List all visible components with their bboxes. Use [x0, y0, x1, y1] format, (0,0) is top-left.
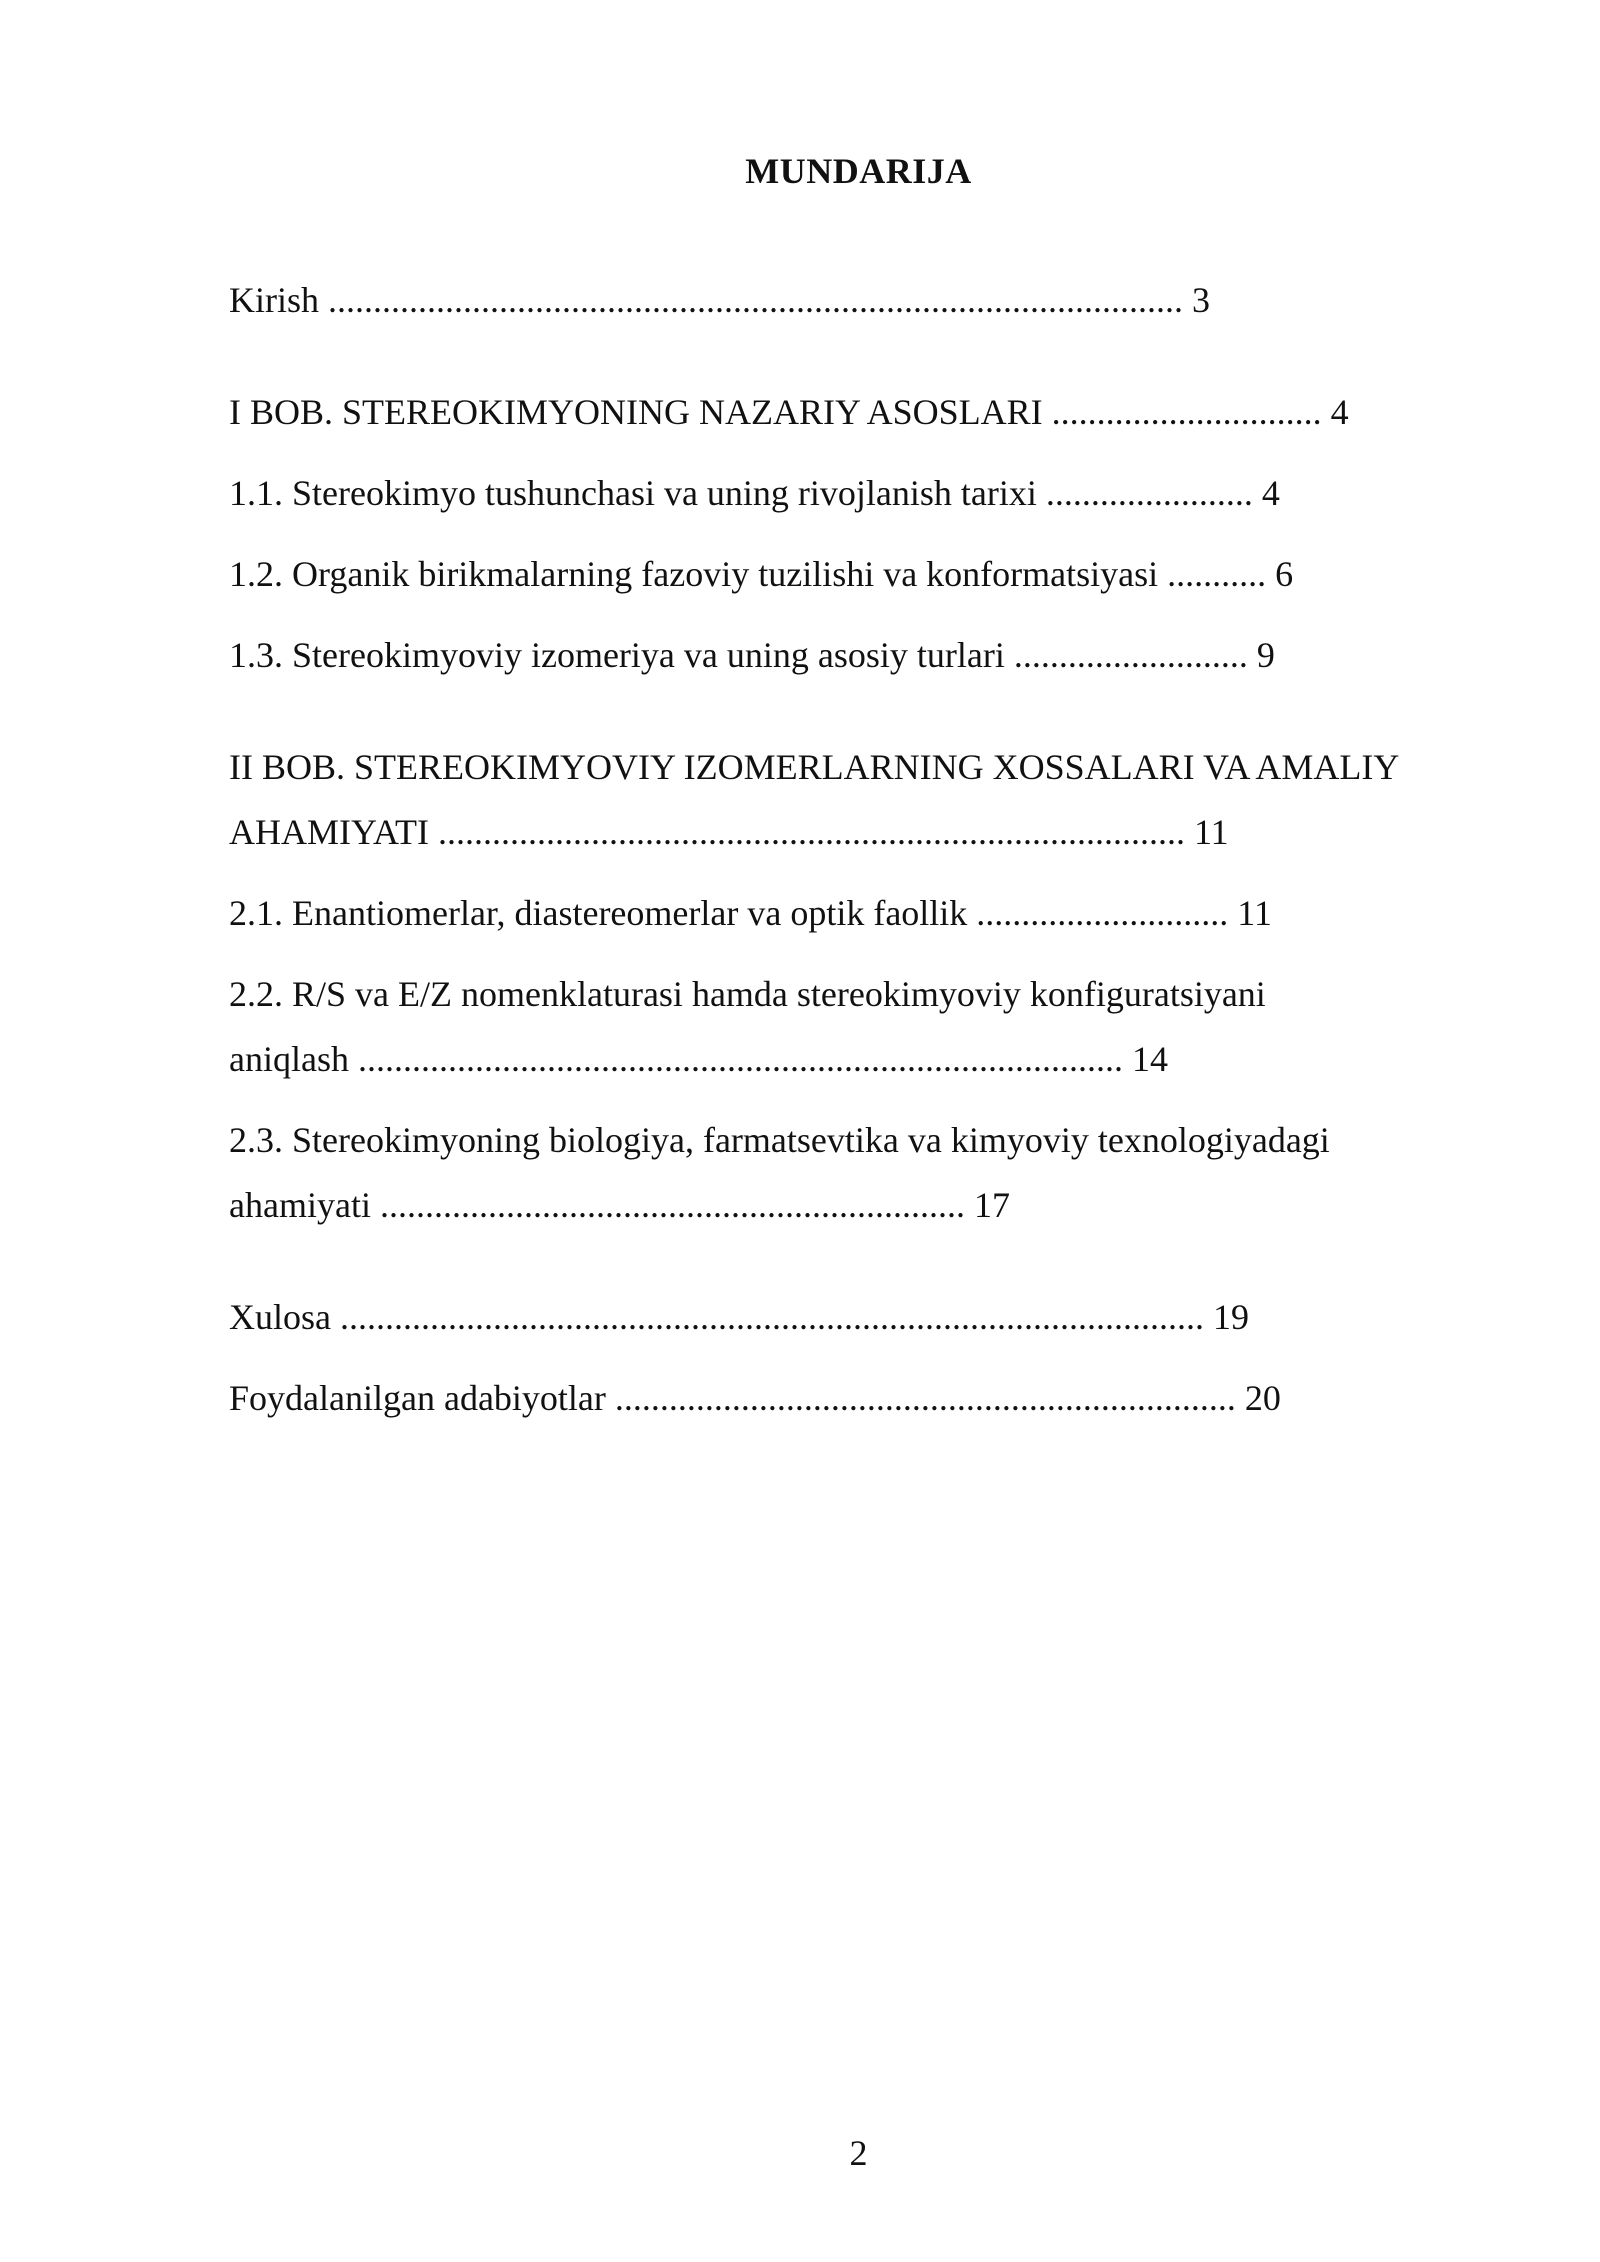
toc-entry-chapter-2-line-1: II BOB. STEREOKIMYOVIY IZOMERLARNING XOSSALARI VA AMALIY	[229, 747, 1400, 787]
toc-entry-section-2-1: 2.1. Enantiomerlar, diastereomerlar va optik faollik ............................ 11	[229, 893, 1272, 933]
document-title: MUNDARIJA	[745, 151, 972, 191]
toc-entry-section-1-3: 1.3. Stereokimyoviy izomeriya va uning asosiy turlari .......................... 9	[229, 635, 1275, 675]
toc-entry-section-2-3-line-1: 2.3. Stereokimyoning biologiya, farmatsevtika va kimyoviy texnologiyadagi	[229, 1120, 1330, 1160]
toc-entry-chapter-2-line-2: AHAMIYATI ................................................................................... 11	[229, 812, 1229, 852]
toc-entry-section-1-2: 1.2. Organik birikmalarning fazoviy tuzilishi va konformatsiyasi ........... 6	[229, 554, 1294, 594]
toc-entry-kirish: Kirish ............................................................................................... 3	[229, 280, 1210, 320]
toc-entry-section-2-2-line-2: aniqlash ..................................................................................... 14	[229, 1039, 1168, 1079]
toc-entry-section-1-1: 1.1. Stereokimyo tushunchasi va uning rivojlanish tarixi ....................... 4	[229, 473, 1280, 513]
toc-entry-references: Foydalanilgan adabiyotlar ..................................................................... 20	[229, 1378, 1281, 1418]
toc-entry-section-2-3-line-2: ahamiyati ................................................................. 17	[229, 1185, 1010, 1225]
toc-entry-xulosa: Xulosa ................................................................................................ 19	[229, 1297, 1249, 1337]
toc-entry-chapter-1: I BOB. STEREOKIMYONING NAZARIY ASOSLARI .............................. 4	[229, 392, 1349, 432]
toc-entry-section-2-2-line-1: 2.2. R/S va E/Z nomenklaturasi hamda stereokimyoviy konfiguratsiyani	[229, 974, 1266, 1014]
page-number: 2	[849, 2133, 868, 2173]
